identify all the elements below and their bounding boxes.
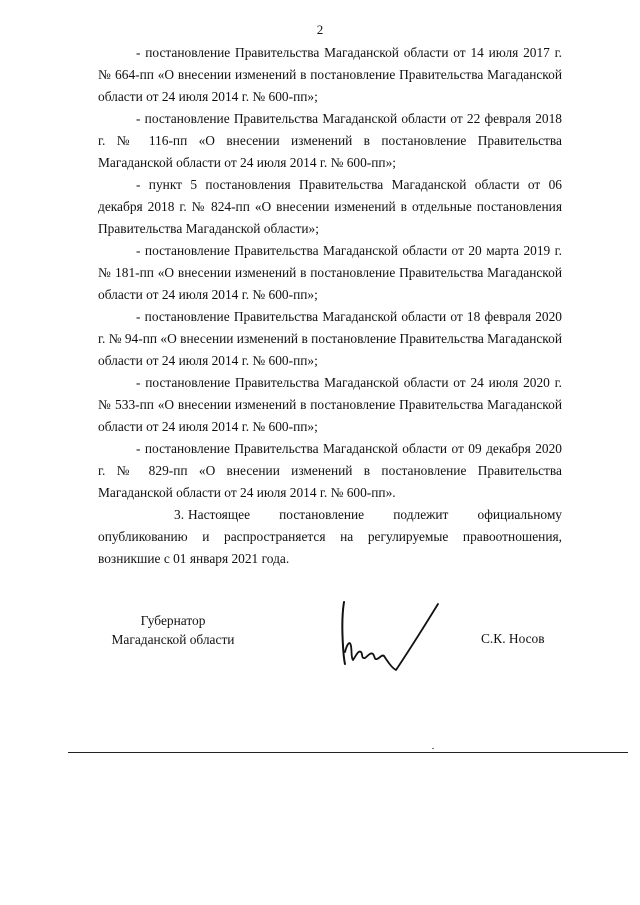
- signer-title: [98, 611, 248, 649]
- list-item: - пункт 5 постановления Правительства Магаданской области от 06 декабря 2018 г. № 824-пп «О внесении изменений в отдельные постановления Правительства Магаданской области»;: [98, 177, 562, 236]
- signature-block: [0, 611, 640, 691]
- list-item: - постановление Правительства Магаданской области от 09 декабря 2020 г. № 829-пп «О внесении изменений в постановление Правительства Магаданской области от 24 июля 2014 г. № 600-пп».: [98, 441, 562, 500]
- bottom-divider: [68, 752, 628, 753]
- scan-speck: [432, 748, 434, 749]
- signer-title-line1: Губернатор: [140, 613, 206, 628]
- list-item: - постановление Правительства Магаданской области от 18 февраля 2020 г. № 94-пп «О внесении изменений в постановление Правительства Магаданской области от 24 июля 2014 г. № 600-пп»;: [98, 309, 562, 368]
- list-item: - постановление Правительства Магаданской области от 24 июля 2020 г. № 533-пп «О внесении изменений в постановление Правительства Магаданской области от 24 июля 2014 г. № 600-пп»;: [98, 375, 562, 434]
- signer-title-line2: Магаданской области: [111, 632, 235, 647]
- document-body: [98, 42, 562, 583]
- page-number: 2: [316, 22, 324, 37]
- closing-number: 3.: [174, 507, 185, 522]
- closing-text: Настоящее постановление подлежит официальному опубликованию и распространяется на регулируемые правоотношения, возникшие с 01 января 2021 года.: [98, 507, 562, 566]
- list-item: - постановление Правительства Магаданской области от 14 июля 2017 г. № 664-пп «О внесении изменений в постановление Правительства Магаданской области от 24 июля 2014 г. № 600-пп»;: [98, 45, 562, 104]
- handwritten-signature: [330, 596, 450, 676]
- signer-name: С.К. Носов: [481, 631, 545, 646]
- list-item: - постановление Правительства Магаданской области от 20 марта 2019 г. № 181-пп «О внесении изменений в постановление Правительства Магаданской области от 24 июля 2014 г. № 600-пп»;: [98, 243, 562, 302]
- closing-paragraph: [98, 504, 562, 570]
- list-item: - постановление Правительства Магаданской области от 22 февраля 2018 г. № 116-пп «О внесении изменений в постановление Правительства Магаданской области от 24 июля 2014 г. № 600-пп»;: [98, 111, 562, 170]
